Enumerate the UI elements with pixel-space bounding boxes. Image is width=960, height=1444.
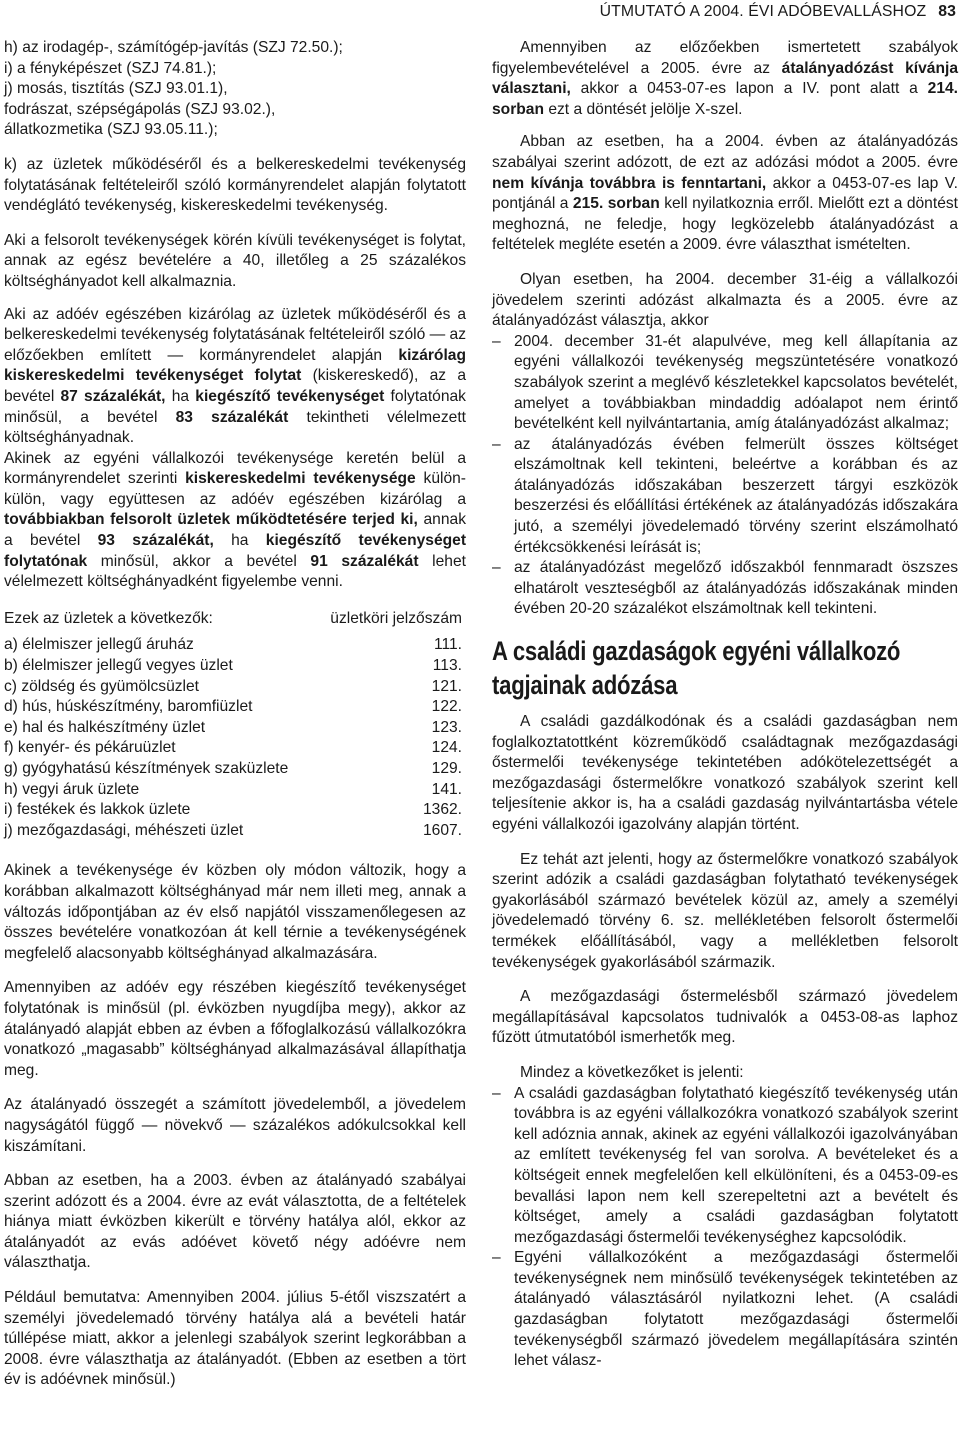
table-row [4,677,466,698]
paragraph-aki-felsorolt: Aki a felsorolt tevékenységek körén kívüli tevékenységet is folytat, annak az egész bevételére a 40, illetőleg a 25 százalékos költséghányadot kell alkalmaznia. [4,231,466,290]
paragraph-csaladi-gazdalkodo: A családi gazdálkodónak és a családi gazdaságban nem foglalkoztatottként közreműködő családtagnak mezőgazdasági őstermelői tevékenysége tekintetében adókötelezettségét a mezőgazdasági őstermelőkre vonatkozó szabályok szerint kell teljesítenie akkor is, ha a családi gazdaság nyilvántartásba vétele egyéni vállalkozói igazolvány alapján történt. [492,713,958,833]
shop-name: d) hús, húskészítmény, baromfiüzlet [4,698,253,716]
shop-code: 122. [431,698,462,716]
left-column [4,38,466,1401]
paragraph-amennyiben-2005: Amennyiben az előzőekben ismertetett szabályok figyelembevételével a 2005. évre az átalányadózást kívánja választani, akkor a 0453-07-es lapon a IV. pont alatt a 214. sorban ezt a döntését jelölje X-szel. [492,39,958,118]
shop-code: 141. [431,780,462,798]
dash-item: – Egyéni vállalkozóként a mezőgazdasági őstermelői tevékenységnek nem minősülő tevékenységek tekintetében az átalányadó választásáról nyilatkozni lehet. (A családi gazdaságban folytatott mezőgazdasági őstermelői tevékenységből származó jövedelem megállapítására szintén lehet válasz- [492,1249,958,1370]
running-header [600,2,956,23]
shop-code: 124. [431,739,462,757]
table-header-row [4,609,466,636]
paragraph-aki-adoev: Aki az adóév egészében kizárólag az üzletek működéséről és a belkereskedelmi tevékenység folytatásának feltételeiről szóló ― az előzőekben említett ― kormányrendelet alapján kizárólag kiskereskedelmi tevékenységet folytat (kiskereskedő), az a bevétel 87 százalékát, ha kiegészítő tevékenységet folytatónak minősül, a bevétel 83 százalékát tekintheti vélelmezett költséghányadnak. [4,305,466,447]
table-row [4,738,466,759]
shop-name: f) kenyér- és pékáruüzlet [4,739,176,757]
header-title: ÚTMUTATÓ A 2004. ÉVI ADÓBEVALLÁSHOZ [599,3,927,20]
paragraph-abban-2004: Abban az esetben, ha a 2004. évben az átalányadózás szabályai szerint adózott, de ezt az adózási módot a 2005. évre nem kívánja továbbra is fenntartani, akkor a 0453-07-es lap V. pontjánál a 215. sorban kell nyilatkoznia erről. Mielőtt ezt a döntést meghozná, ne feledje, hogy legközelebb átalányadózást a feltételek megléte esetén a 2009. évre választhat ismételten. [492,133,959,254]
list-item-j-cont1: fodrászat, szépségápolás (SZJ 93.02.), [4,100,276,118]
table-row [4,718,466,739]
dash-item: – az átalányadózást megelőző időszakból fennmaradt öszszes elhatárolt veszteségből az átalányadózás időszakának minden évében 20-20 százalékot elszámoltnak kell tekinteni. [492,559,958,618]
paragraph-ez-tehat: Ez tehát azt jelenti, hogy az őstermelőkre vonatkozó szabályok szerint adózik a családi gazdaságban folytatható tevékenységek gyakorlásából származó bevételek közül az, amely a személyi jövedelemadó törvény 6. sz. mellékletében felsorolt őstermelői termékek előállításából, vagy a mellékletben felsorolt tevékenységek gyakorlásából származik. [492,850,958,971]
dash-item: – 2004. december 31-ét alapulvéve, meg kell állapítania az egyéni vállalkozói tevékenység megszüntetésére vonatkozó szabályok szerint a meglévő készletekkel kapcsolatos bevételét, amelyet a továbbiakban mindaddig adóalapot nem érintő bevételként kell nyilvántartania, amíg átalányadózást alkalmaz; [492,332,958,433]
table-row [4,759,466,780]
list-item-k: k) az üzletek működéséről és a belkereskedelmi tevékenység folytatásának feltételeiről szóló kormányrendelet alapján folytatott vendéglátó tevékenység, kiskereskedelmi tevékenység. [4,155,466,215]
dash-item: – az átalányadózás évében felmerült összes költséget elszámoltnak kell tekinteni, beleértve a korábban és az átalányadózás időszakában beszerzett tárgyi eszközök beszerzési és előállítási értékének az átalányadózás időszakára jutó, a személyi jövedelemadó törvény szerint elszámolható értékcsökkenési leírását is; [492,435,958,556]
shop-name: j) mezőgazdasági, méhészeti üzlet [4,821,244,839]
table-row [4,780,466,801]
paragraph-akinek-valtozik: Akinek a tevékenysége év közben oly módon változik, hogy a korábban alkalmazott költséghányad már nem illeti meg, annak a változás időpontjában az év első napjától visszamenőlegesen az összes bevételére vonatkozóan át kell térnie a tevékenységének megfelelő alacsonyabb költséghányad alkalmazására. [4,862,466,962]
list-item-j: j) mosás, tisztítás (SZJ 93.01.1), [4,80,228,98]
shop-code: 1362. [422,801,462,819]
shop-code: 123. [431,718,462,736]
table-row [4,821,466,842]
paragraph-mindez: Mindez a következőket is jelenti: [520,1063,744,1081]
dash-item: – A családi gazdaságban folytatható kiegészítő tevékenység után továbbra is az egyéni vállalkozókra vonatkozó szabályok szerint kell adóznia annak, akinek az egyéni vállalkozói igazolványában az említett tevékenység fel van sorolva. A bevételeket és a költségeit ennek megfelelően kell elkülöníteni, és a 0453-09-es bevallási lapon nem kell szerepeltetni azt a bevételt és költséget, amely a családi gazdaságban folytatott mezőgazdasági őstermelői tevékenységhez kapcsolódik. [492,1084,958,1246]
shop-code: 1607. [422,821,462,839]
right-column [492,38,958,1372]
shop-code: 121. [431,677,462,695]
shop-name: e) hal és halkészítmény üzlet [4,718,206,736]
paragraph-akinek-kiskereskedelmi: Akinek az egyéni vállalkozói tevékenysége keretén belül a kormányrendelet szerinti kiskereskedelmi tevékenysége külön-külön, vagy együttesen az adóév egészében kizárólag a továbbiakban felsorolt üzletek működtetésére terjed ki, annak a bevétel 93 százalékát, ha kiegészítő tevékenységet folytatónak minősül, akkor a bevétel 91 százalékát lehet vélelmezett költséghányadként figyelembe venni. [4,449,467,591]
shop-name: b) élelmiszer jellegű vegyes üzlet [4,657,233,675]
list-item-i: i) a fényképészet (SZJ 74.81.); [4,59,217,77]
paragraph-abban-2003: Abban az esetben, ha a 2003. évben az átalányadó szabályai szerint adózott és a 2004. évre az evát választotta, de a feltételek hiánya miatt évközben kikerült e törvény hatálya alól, ekkor az átalányadót az evás adóévet követő négy adóévre nem választhatja. [4,1172,466,1272]
shop-code: 111. [433,636,462,654]
table-header-right: üzletköri jelzőszám [330,609,462,627]
table-row [4,800,466,821]
shop-code-table [4,609,466,842]
paragraph-peldaul: Például bemutatva: Amennyiben 2004. július 5-étől viszszatért a személyi jövedelemadó törvény hatálya alá a bevételi határ túllépése miatt, akkor a jelenlegi szabályok szerint legkorábban a 2008. évre választhatja az átalányadót. (Ebben az esetben a tört év is adóévnek minősül.) [4,1289,466,1389]
shop-code: 113. [432,657,462,675]
paragraph-amennyiben-kiegeszito: Amennyiben az adóév egy részében kiegészítő tevékenységet folytatónak is minősül (pl. évközben nyugdíjba megy), akkor az átalányadó alapját ebben az évben a főfoglalkozású vállalkozókra vonatkozó „magasabb” költséghányad alkalmazásával állapíthatja meg. [4,979,466,1079]
shop-name: g) gyógyhatású készítmények szaküzlete [4,760,289,777]
table-row [4,635,466,656]
table-row [4,697,466,718]
paragraph-mezogazdasagi-ostermeles: A mezőgazdasági őstermelésből származó jövedelem megállapításával kapcsolatos tudnivalók a 0453-08-as laphoz fűzött útmutatóból ismerhetők meg. [492,988,958,1047]
paragraph-atalanyado-osszege: Az átalányadó összegét a számított jövedelemből, a jövedelem nagyságától függő ― növekvő ― százalékos adókulcsokkal kell kiszámítani. [4,1096,466,1155]
shop-name: i) festékek és lakkok üzlete [4,801,191,819]
paragraph-olyan-esetben: Olyan esetben, ha 2004. december 31-éig a vállalkozói jövedelem szerinti adózást alkalmazta és a 2005. évre az átalányadózást választja, akkor [492,270,958,330]
shop-code: 129. [431,760,462,777]
section-heading: A családi gazdaságok egyéni vállalkozó tagjainak adózása [492,636,901,701]
shop-name: h) vegyi áruk üzlete [4,780,140,798]
shop-name: a) élelmiszer jellegű áruház [4,636,194,654]
list-item-j-cont2: állatkozmetika (SZJ 93.05.11.); [4,121,218,139]
shop-name: c) zöldség és gyümölcsüzlet [4,677,200,695]
page-number: 83 [938,3,956,20]
table-header-left: Ezek az üzletek a következők: [4,609,213,627]
table-row [4,656,466,677]
list-item-h: h) az irodagép-, számítógép-javítás (SZJ 72.50.); [4,39,343,56]
